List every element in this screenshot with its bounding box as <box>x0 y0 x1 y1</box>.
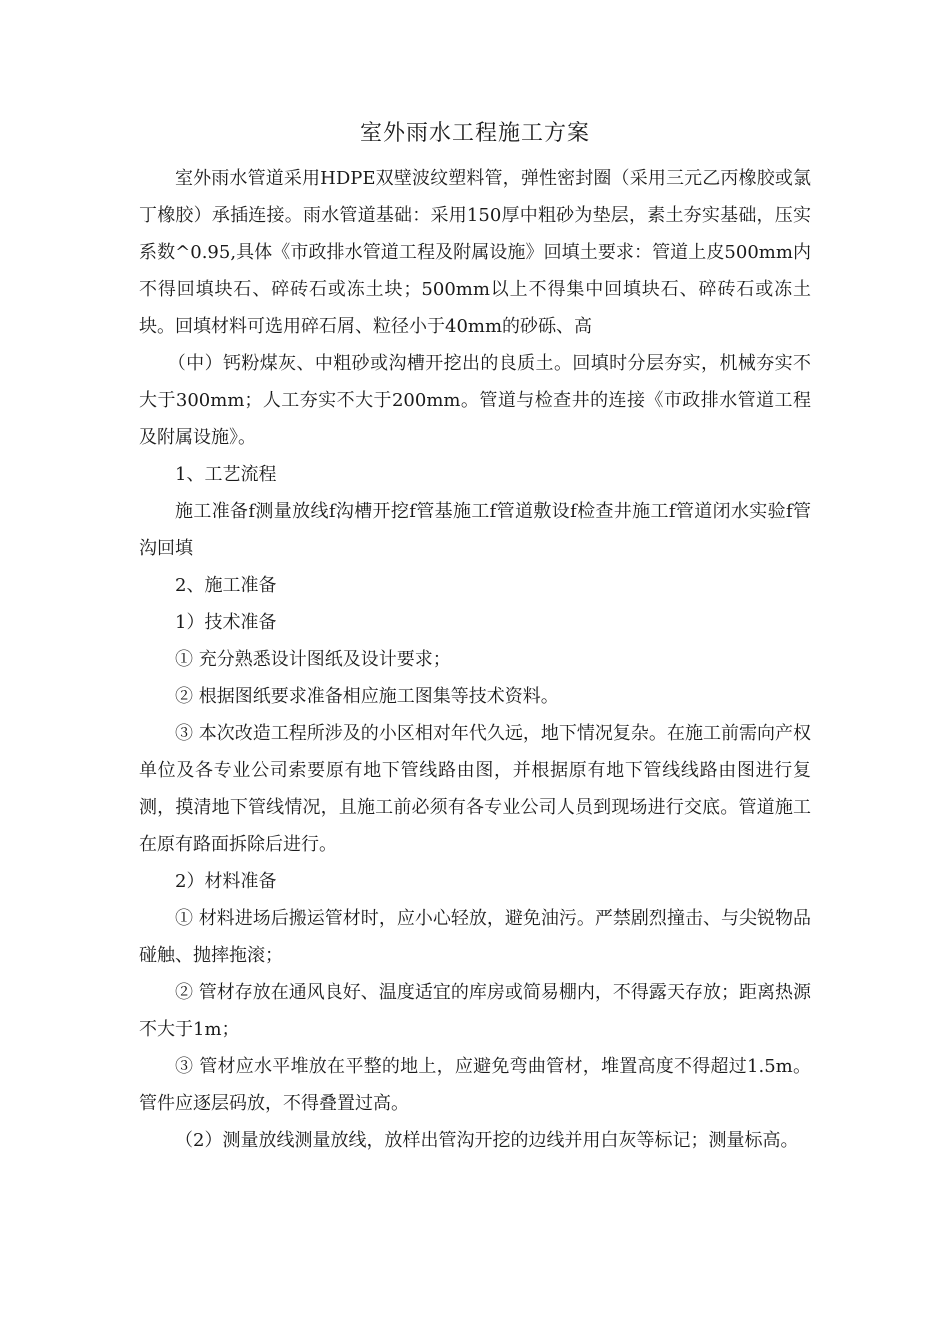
list-item-material-1: ① 材料进场后搬运管材时，应小心轻放，避免油污。严禁剧烈撞击、与尖锐物品碰触、抛摔拖滚； <box>139 908 811 966</box>
paragraph-materials: 室外雨水管道采用HDPE双壁波纹塑料管，弹性密封圈（采用三元乙丙橡胶或氯丁橡胶）承插连接。雨水管道基础：采用150厚中粗砂为垫层，素土夯实基础，压实系数^0.95,具体《市政排水管道工程及附属设施》回填土要求：管道上皮500mm内不得回填块石、碎砖石或冻土块；500mm以上不得集中回填块石、碎砖石或冻土块。回填材料可选用碎石屑、粒径小于40mm的砂砾、高 <box>139 168 811 337</box>
heading-construction-prep: 2、施工准备 <box>175 575 277 596</box>
document-body <box>139 160 811 1159</box>
document-title: 室外雨水工程施工方案 <box>359 121 590 146</box>
paragraph-process-steps: 施工准备f测量放线f沟槽开挖f管基施工f管道敷设f检查井施工f管道闭水实验f管沟回填 <box>139 501 811 559</box>
list-item-technical-2: ② 根据图纸要求准备相应施工图集等技术资料。 <box>175 686 559 707</box>
list-item-technical-1: ① 充分熟悉设计图纸及设计要求； <box>175 649 451 670</box>
heading-technical-prep: 1）技术准备 <box>175 612 277 633</box>
paragraph-surveying: （2）测量放线测量放线，放样出管沟开挖的边线并用白灰等标记；测量标高。 <box>175 1130 799 1151</box>
list-item-technical-3: ③ 本次改造工程所涉及的小区相对年代久远，地下情况复杂。在施工前需向产权单位及各专业公司索要原有地下管线路由图，并根据原有地下管线线路由图进行复测，摸清地下管线情况，且施工前必须有各专业公司人员到现场进行交底。管道施工在原有路面拆除后进行。 <box>139 723 811 855</box>
heading-material-prep: 2）材料准备 <box>175 871 277 892</box>
list-item-material-3: ③ 管材应水平堆放在平整的地上，应避免弯曲管材，堆置高度不得超过1.5m。管件应逐层码放，不得叠置过高。 <box>139 1056 811 1114</box>
heading-process-flow: 1、工艺流程 <box>175 464 277 485</box>
list-item-material-2: ② 管材存放在通风良好、温度适宜的库房或简易棚内，不得露天存放；距离热源不大于1m； <box>139 982 811 1040</box>
paragraph-backfill: （中）钙粉煤灰、中粗砂或沟槽开挖出的良质土。回填时分层夯实，机械夯实不大于300mm；人工夯实不大于200mm。管道与检查井的连接《市政排水管道工程及附属设施》。 <box>139 353 811 448</box>
